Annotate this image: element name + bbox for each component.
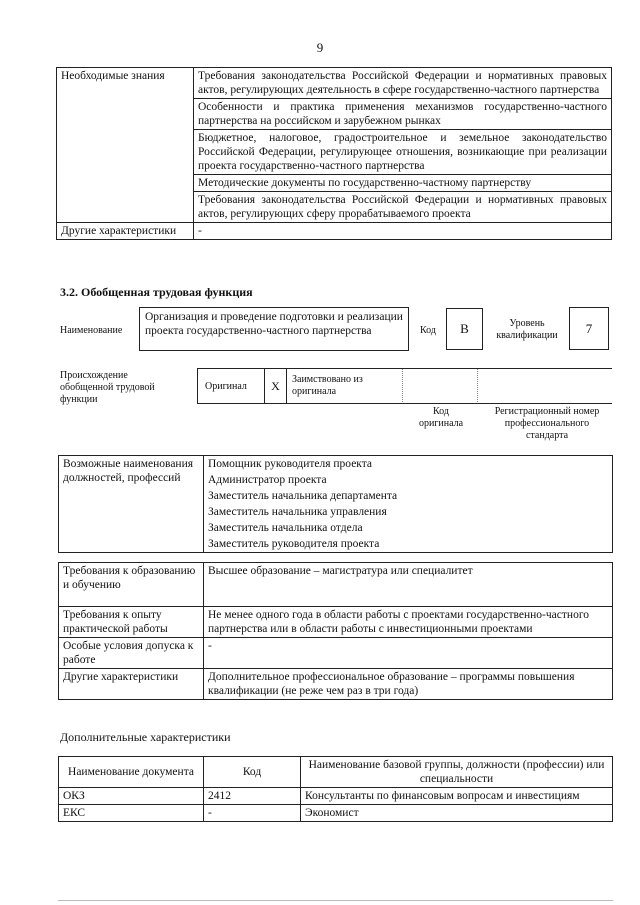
table-cell: ОКЗ — [59, 788, 204, 805]
knowledge-table — [56, 67, 612, 240]
knowledge-item: Требования законодательства Российской Федерации и нормативных правовых актов, регулирующих деятельность в сфере государственно-частного партнерства — [194, 68, 612, 99]
knowledge-item: Требования законодательства Российской Федерации и нормативных правовых актов, регулирующих сферу прорабатываемого проекта — [194, 192, 612, 223]
position-item: Заместитель начальника управления — [204, 504, 613, 520]
positions-table — [58, 455, 613, 553]
table-cell: 2412 — [204, 788, 301, 805]
additional-table — [58, 756, 613, 822]
code-value: B — [446, 308, 483, 350]
other-characteristics-label: Другие характеристики — [57, 223, 194, 240]
table-cell: ЕКС — [59, 805, 204, 822]
position-item: Заместитель руководителя проекта — [204, 536, 613, 553]
knowledge-item: Бюджетное, налоговое, градостроительное и земельное законодательство Российской Федерации, регулирующее отношения, возникающие при реализации проекта государственно-частного партнерства — [194, 130, 612, 175]
positions-label: Возможные наименования должностей, профессий — [59, 456, 204, 553]
requirement-value: Не менее одного года в области работы с проектами государственно-частного партнерства или в области работы с инвестиционными проектами — [204, 607, 613, 638]
page-number: 9 — [316, 40, 324, 55]
code-label: Код — [420, 325, 436, 336]
requirement-label: Другие характеристики — [59, 669, 204, 700]
position-item: Заместитель начальника отдела — [204, 520, 613, 536]
requirement-value: Дополнительное профессиональное образование – программы повышения квалификации (не реже чем раз в три года) — [204, 669, 613, 700]
header-document: Наименование документа — [59, 757, 204, 788]
requirement-value: - — [204, 638, 613, 669]
knowledge-label: Необходимые знания — [57, 68, 194, 223]
requirements-table — [58, 562, 613, 700]
level-value: 7 — [569, 307, 609, 350]
bottom-rule — [58, 900, 613, 901]
requirement-label: Требования к опыту практической работы — [59, 607, 204, 638]
code-original-cell — [402, 368, 477, 404]
level-label: Уровень квалификации — [496, 318, 558, 341]
requirement-label: Требования к образованию и обучению — [59, 563, 204, 607]
requirement-value: Высшее образование – магистратура или специалитет — [204, 563, 613, 607]
position-item: Заместитель начальника департамента — [204, 488, 613, 504]
header-group: Наименование базовой группы, должности (профессии) или специальности — [301, 757, 613, 788]
borrowed-label: Заимствовано из оригинала — [287, 368, 402, 404]
requirement-label: Особые условия допуска к работе — [59, 638, 204, 669]
section-title: 3.2. Обобщенная трудовая функция — [60, 285, 253, 299]
header-code: Код — [204, 757, 301, 788]
position-item: Администратор проекта — [204, 472, 613, 488]
other-characteristics-value: - — [194, 223, 612, 240]
knowledge-item: Методические документы по государственно-частному партнерству — [194, 175, 612, 192]
reg-number-cell — [477, 368, 612, 404]
reg-number-caption: Регистрационный номер профессионального стандарта — [494, 406, 600, 441]
original-label: Оригинал — [197, 368, 264, 404]
table-cell: - — [204, 805, 301, 822]
table-cell: Экономист — [301, 805, 613, 822]
origin-label: Происхождение обобщенной трудовой функции — [60, 370, 155, 405]
function-name-value: Организация и проведение подготовки и реализации проекта государственно-частного партнерства — [139, 307, 409, 351]
additional-title: Дополнительные характеристики — [60, 730, 231, 744]
function-name-label: Наименование — [60, 325, 123, 336]
original-mark: X — [264, 368, 287, 404]
code-original-caption: Код оригинала — [418, 406, 464, 429]
position-item: Помощник руководителя проекта — [204, 456, 613, 473]
knowledge-item: Особенности и практика применения механизмов государственно-частного партнерства на российском и зарубежном рынках — [194, 99, 612, 130]
table-cell: Консультанты по финансовым вопросам и инвестициям — [301, 788, 613, 805]
